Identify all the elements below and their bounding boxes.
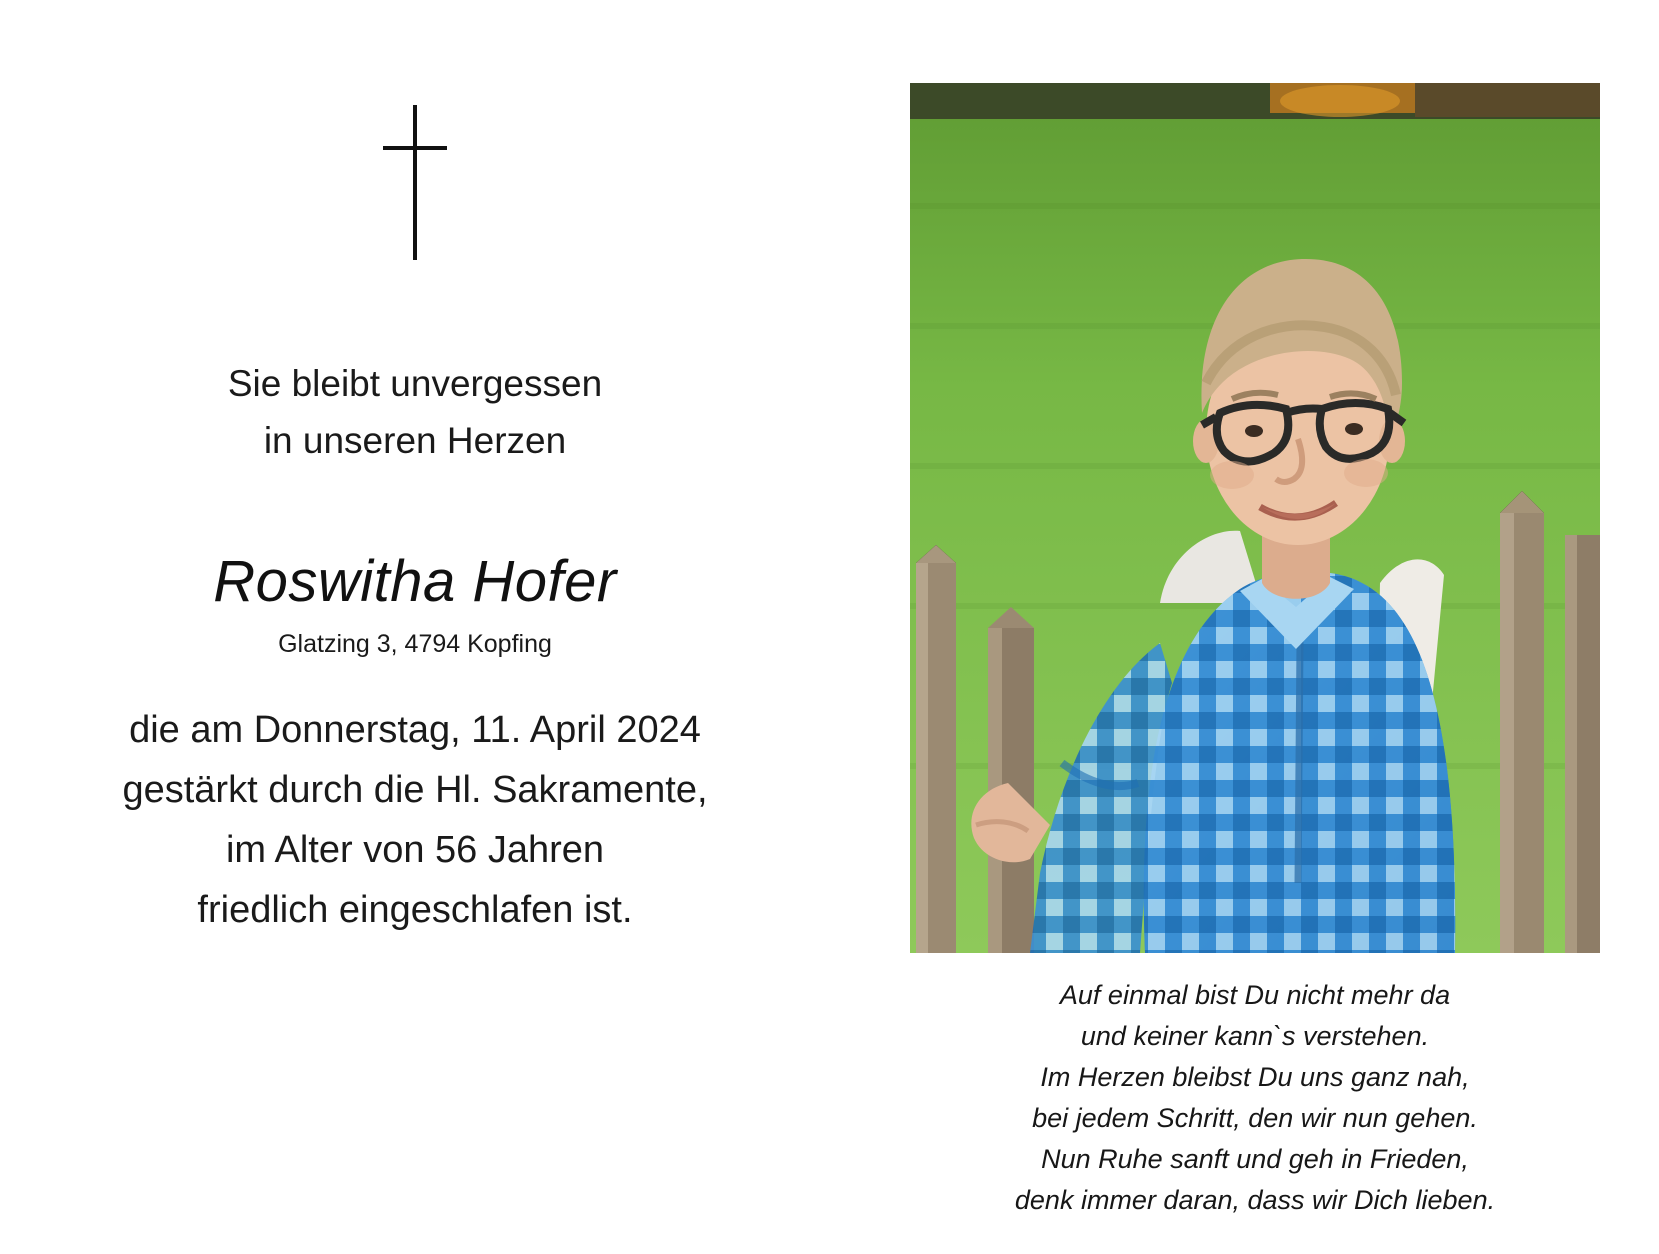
death-detail-line-2: gestärkt durch die Hl. Sakramente,: [122, 769, 708, 811]
cross-vertical-bar: [413, 105, 417, 260]
memorial-line-1: Sie bleibt unvergessen: [227, 363, 603, 404]
deceased-address: Glatzing 3, 4794 Kopfing: [278, 630, 552, 658]
memorial-text: [0, 355, 830, 469]
verse-text: [900, 975, 1610, 1221]
death-detail-line-4: friedlich eingeschlafen ist.: [197, 889, 633, 931]
verse-line-1: Auf einmal bist Du nicht mehr da: [1059, 980, 1451, 1010]
verse-line-4: bei jedem Schritt, den wir nun gehen.: [1032, 1103, 1478, 1133]
cross-icon: [383, 105, 447, 260]
cross-horizontal-bar: [383, 146, 447, 150]
verse-line-5: Nun Ruhe sanft und geh in Frieden,: [1041, 1144, 1469, 1174]
deceased-name: Roswitha Hofer: [213, 549, 617, 614]
death-detail-line-3: im Alter von 56 Jahren: [225, 829, 605, 871]
verse-line-2: und keiner kann`s verstehen.: [1080, 1021, 1430, 1051]
verse-line-6: denk immer daran, dass wir Dich lieben.: [1014, 1185, 1496, 1215]
right-column: [910, 0, 1630, 1254]
death-details: [0, 700, 830, 940]
portrait-photo: [910, 83, 1600, 953]
verse-line-3: Im Herzen bleibst Du uns ganz nah,: [1040, 1062, 1470, 1092]
death-detail-line-1: die am Donnerstag, 11. April 2024: [129, 709, 701, 751]
portrait-photo-graphic: [910, 83, 1600, 953]
memorial-line-2: in unseren Herzen: [263, 420, 567, 461]
